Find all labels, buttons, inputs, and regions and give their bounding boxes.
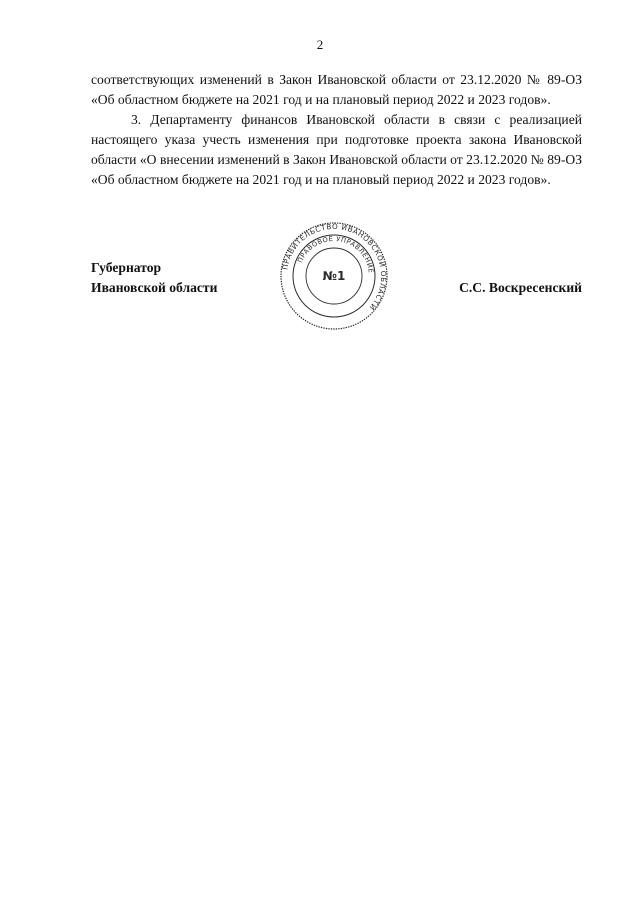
signatory-position-line1: Губернатор — [91, 260, 162, 275]
document-body — [91, 70, 582, 190]
signatory-name: С.С. Воскресенский — [459, 280, 582, 295]
stamp-outer-text-path: ПРАВИТЕЛЬСТВО ИВАНОВСКОЙ ОБЛАСТИ — [280, 222, 388, 313]
signatory-position — [91, 258, 217, 298]
stamp-inner-text-path: ПРАВОВОЕ УПРАВЛЕНИЕ — [295, 234, 375, 274]
paragraph-item-3: 3. Департаменту финансов Ивановской области в связи с реализацией настоящего указа учесть изменения при подготовке проекта закона Ивановской области «О внесении изменений в Закон Ивановской области от 23.12.2020 № 89-ОЗ «Об областном бюджете на 2021 год и на плановый период 2022 и 2023 годов». — [91, 112, 582, 187]
paragraph-continuation: соответствующих изменений в Закон Ивановской области от 23.12.2020 № 89-ОЗ «Об областном бюджете на 2021 год и на плановый период 2022 и 2023 годов». — [91, 72, 582, 107]
signatory-position-line2: Ивановской области — [91, 280, 218, 295]
official-seal-stamp — [280, 222, 388, 330]
stamp-center-number: №1 — [322, 269, 346, 283]
page-number: 2 — [316, 37, 324, 52]
